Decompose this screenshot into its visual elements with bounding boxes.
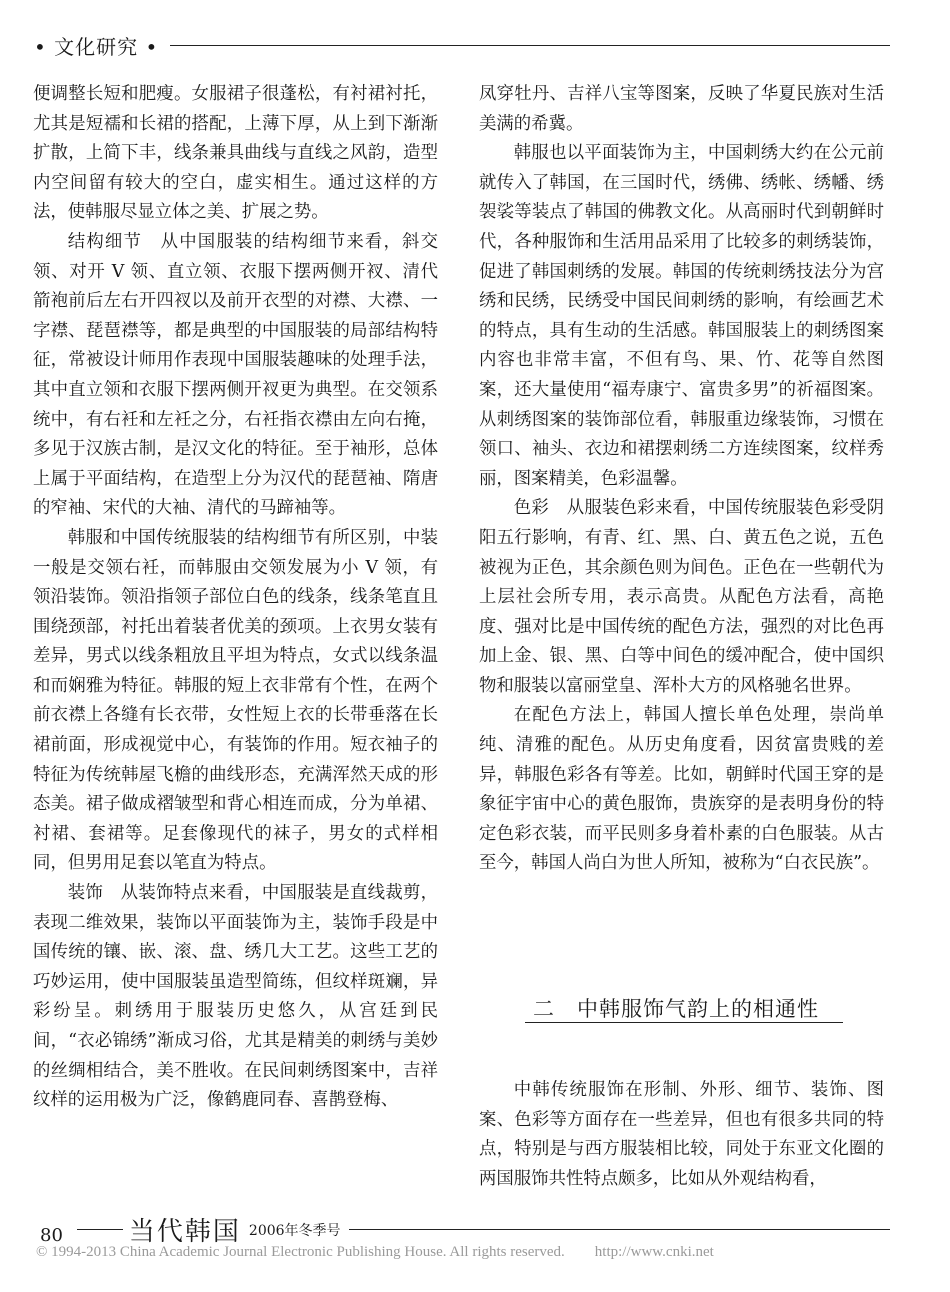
right-paragraph-5: 中韩传统服饰在形制、外形、细节、装饰、图案、色彩等方面存在一些差异，但也有很多共同的特点，特别是与西方服装相比较，同处于东亚文化圈的两国服饰共性特点颇多，比如从外观结构看， <box>479 1080 884 1189</box>
journal-name: 当代韩国 <box>128 1216 241 1247</box>
section-label: • 文化研究 • <box>34 34 159 59</box>
page-header <box>34 30 890 60</box>
right-paragraph-3: 色彩 从服装色彩来看，中国传统服装色彩受阴阳五行影响，有青、红、黑、白、黄五色之说，五色被视为正色，其余颜色则为间色。正色在一些朝代为上层社会所专用，表示高贵。从配色方法看，高艳度、强对比是中国传统的配色方法，强烈的对比色再加上金、银、黑、白等中间色的缓冲配合，使中国织物和服装以富丽堂皇、浑朴大方的风格驰名世界。 <box>479 498 884 696</box>
page-number: 80 <box>40 1224 63 1246</box>
left-column <box>33 80 438 1116</box>
footer-divider <box>349 1229 890 1230</box>
footer-dash <box>77 1229 123 1230</box>
left-paragraph-3: 韩服和中国传统服装的结构细节有所区别，中装一般是交领右衽，而韩服由交领发展为小 V 领，有领沿装饰。领沿指领子部位白色的线条，线条笔直且围绕颈部，衬托出着装者优美的颈项。上衣男女装有差异，男式以线条粗放且平坦为特点，女式以线条温和而娴雅为特征。韩服的短上衣非常有个性，在两个前衣襟上各缝有长衣带，女性短上衣的长带垂落在长裙前面，形成视觉中心，有装饰的作用。短衣袖子的特征为传统韩屋飞檐的曲线形态，充满浑然天成的形态美。裙子做成褶皱型和背心相连而成，分为单裙、衬裙、套裙等。足套像现代的袜子，男女的式样相同，但男用足套以笔直为特点。 <box>33 527 438 874</box>
issue-label: 2006年冬季号 <box>248 1223 341 1239</box>
heading-underline <box>525 1022 843 1023</box>
copyright-notice: © 1994-2013 China Academic Journal Electronic Publishing House. All rights reserved. http://www.cnki.net <box>36 1244 714 1260</box>
right-column-continued <box>479 1076 884 1194</box>
left-paragraph-1: 便调整长短和肥瘦。女服裙子很蓬松，有衬裙衬托，尤其是短襦和长裙的搭配，上薄下厚，从上到下渐渐扩散，上简下丰，线条兼具曲线与直线之风韵，造型内空间留有较大的空白，虚实相生。通过这样的方法，使韩服尽显立体之美、扩展之势。 <box>33 84 438 223</box>
right-paragraph-1: 凤穿牡丹、吉祥八宝等图案，反映了华夏民族对生活美满的希冀。 <box>479 84 884 134</box>
right-paragraph-2: 韩服也以平面装饰为主，中国刺绣大约在公元前就传入了韩国，在三国时代，绣佛、绣帐、绣幡、绣袈裟等装点了韩国的佛教文化。从高丽时代到朝鲜时代，各种服饰和生活用品采用了比较多的刺绣装饰，促进了韩国刺绣的发展。韩国的传统刺绣技法分为宫绣和民绣，民绣受中国民间刺绣的影响，有绘画艺术的特点，具有生动的生活感。韩国服装上的刺绣图案内容也非常丰富，不但有鸟、果、竹、花等自然图案，还大量使用“福寿康宁、富贵多男”的祈福图案。从刺绣图案的装饰部位看，韩服重边缘装饰，习惯在领口、袖头、衣边和裙摆刺绣二方连续图案，纹样秀丽，图案精美，色彩温馨。 <box>479 143 884 489</box>
left-paragraph-2: 结构细节 从中国服装的结构细节来看，斜交领、对开 V 领、直立领、衣服下摆两侧开衩、清代箭袍前后左右开四衩以及前开衣型的对襟、大襟、一字襟、琵琶襟等，都是典型的中国服装的局部结构特征，常被设计师用作表现中国服装趣味的处理手法，其中直立领和衣服下摆两侧开衩更为典型。在交领系统中，有右衽和左衽之分，右衽指衣襟由左向右掩，多见于汉族古制，是汉文化的特征。至于袖形，总体上属于平面结构，在造型上分为汉代的琵琶袖、隋唐的窄袖、宋代的大袖、清代的马蹄袖等。 <box>33 231 438 519</box>
right-paragraph-4: 在配色方法上，韩国人擅长单色处理，崇尚单纯、清雅的配色。从历史角度看，因贫富贵贱的差异，韩服色彩各有等差。比如，朝鲜时代国王穿的是象征宇宙中心的黄色服饰，贵族穿的是表明身份的特定色彩衣装，而平民则多身着朴素的白色服装。从古至今，韩国人尚白为世人所知，被称为“白衣民族”。 <box>479 705 884 874</box>
right-column <box>479 80 884 879</box>
section-heading: 二 中韩服饰气韵上的相通性 <box>533 997 819 1021</box>
left-paragraph-4: 装饰 从装饰特点来看，中国服装是直线裁剪，表现二维效果，装饰以平面装饰为主，装饰手段是中国传统的镶、嵌、滚、盘、绣几大工艺。这些工艺的巧妙运用，使中国服装虽造型简练，但纹样斑斓，异彩纷呈。刺绣用于服装历史悠久，从宫廷到民间，“衣必锦绣”渐成习俗，尤其是精美的刺绣与美妙的丝绸相结合，美不胜收。在民间刺绣图案中，吉祥纹样的运用极为广泛，像鹤鹿同春、喜鹊登梅、 <box>33 883 438 1111</box>
header-divider <box>170 45 890 46</box>
